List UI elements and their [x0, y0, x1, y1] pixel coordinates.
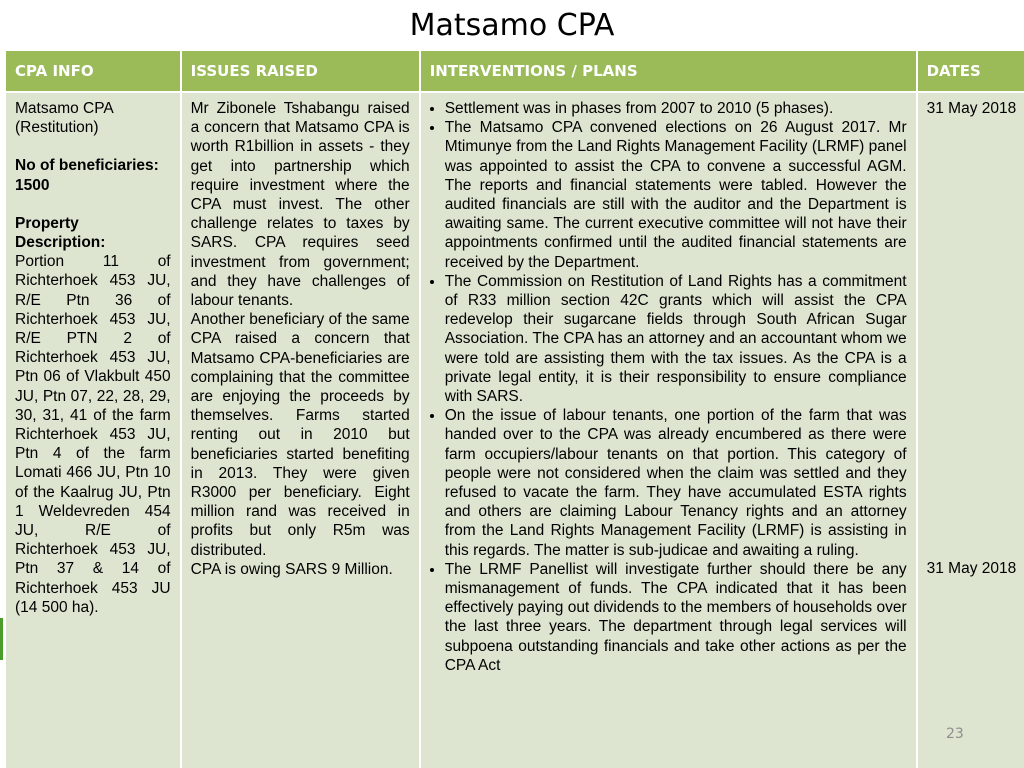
date-value: 31 May 2018	[926, 560, 1017, 578]
header-issues-raised: ISSUES RAISED	[182, 51, 419, 93]
cpa-name: Matsamo CPA	[15, 100, 114, 117]
issue-paragraph: CPA is owing SARS 9 Million.	[190, 560, 393, 578]
side-accent-mark	[0, 618, 3, 660]
table-row	[6, 93, 1024, 768]
property-label: Property Description:	[15, 214, 106, 252]
table-header-row	[6, 51, 1024, 93]
interventions-list	[430, 99, 907, 675]
date-value: 31 May 2018	[926, 100, 1017, 117]
cpa-table-container	[4, 51, 1024, 768]
list-item: • The LRMF Panellist will investigate further should there be any mismanagement of funds. The CPA indicated that it has been effectively paying out dividends to the members of households over the last three years. The department through legal services will subpoena outstanding financials and take other actions as per the CPA Act	[445, 560, 907, 675]
issue-paragraph: Mr Zibonele Tshabangu raised a concern that Matsamo CPA is worth R1billion in assets - they get into partnership which require investment where the CPA must invest. The other challenge relates to taxes by SARS. CPA requires seed investment from government; and they have challenges of labour tenants.	[190, 100, 410, 310]
cell-interventions	[421, 93, 916, 768]
list-item: • On the issue of labour tenants, one portion of the farm that was handed over to the CPA was already encumbered as there were farm occupiers/labour tenants on that portion. This category of people were not considered when the claim was settled and they refused to vacate the farm. They have accumulated ESTA rights and others are claiming Labour Tenancy rights and an attorney from the Land Rights Management Facility (LRMF) is assisting in this regards. The matter is sub-judicae and awaiting a ruling.	[445, 406, 907, 560]
list-item: • The Commission on Restitution of Land Rights has a commitment of R33 million section 42C grants which will assist the CPA redevelop their sugarcane fields through South African Sugar Association. The CPA has an attorney and an accountant whom we were told are assisting them with the tax issues. As the CPA is a private legal entity, it is their responsibility to ensure compliance with SARS.	[445, 272, 907, 406]
beneficiaries-label: No of beneficiaries:	[15, 157, 159, 175]
beneficiaries-value: 1500	[15, 176, 50, 194]
header-cpa-info: CPA INFO	[6, 51, 180, 93]
header-interventions: INTERVENTIONS / PLANS	[421, 51, 916, 93]
issue-paragraph: Another beneficiary of the same CPA raised a concern that Matsamo CPA-beneficiaries are complaining that the committee are enjoying the proceeds by themselves. Farms started renting out in 2010 but beneficiaries started benefiting in 2013. They were given R3000 per beneficiary. Eight million rand was received in profits but only R5m was distributed.	[190, 311, 410, 559]
cell-dates	[918, 93, 1024, 768]
cell-issues-raised	[182, 93, 419, 768]
header-dates: DATES	[918, 51, 1024, 93]
property-description: Portion 11 of Richterhoek 453 JU, R/E Ptn 36 of Richterhoek 453 JU, R/E PTN 2 of Richterhoek 453 JU, Ptn 06 of Vlakbult 450 JU, Ptn 07, 22, 28, 29, 30, 31, 41 of the farm Richterhoek 453 JU, Ptn 4 of the farm Lomati 466 JU, Ptn 10 of the Kaalrug JU, Ptn 1 Weldevreden 454 JU, R/E of Richterhoek 453 JU, Ptn 37 & 14 of Richterhoek 453 JU (14 500 ha).	[15, 253, 171, 616]
list-item: • The Matsamo CPA convened elections on 26 August 2017. Mr Mtimunye from the Land Rights Management Facility (LRMF) panel was appointed to assist the CPA to convene a successful AGM. The reports and financial statements were tabled. However the audited financials are still with the auditor and the Department is awaiting same. The current executive committee will not have their appointments confirmed until the audited financial statements are received by the Department.	[445, 118, 907, 272]
list-item: • Settlement was in phases from 2007 to 2010 (5 phases).	[445, 99, 907, 118]
page-number: 23	[946, 726, 964, 742]
page-title: Matsamo CPA	[409, 8, 615, 43]
cpa-table	[4, 51, 1024, 768]
cell-cpa-info	[6, 93, 180, 768]
cpa-type: (Restitution)	[15, 119, 99, 137]
